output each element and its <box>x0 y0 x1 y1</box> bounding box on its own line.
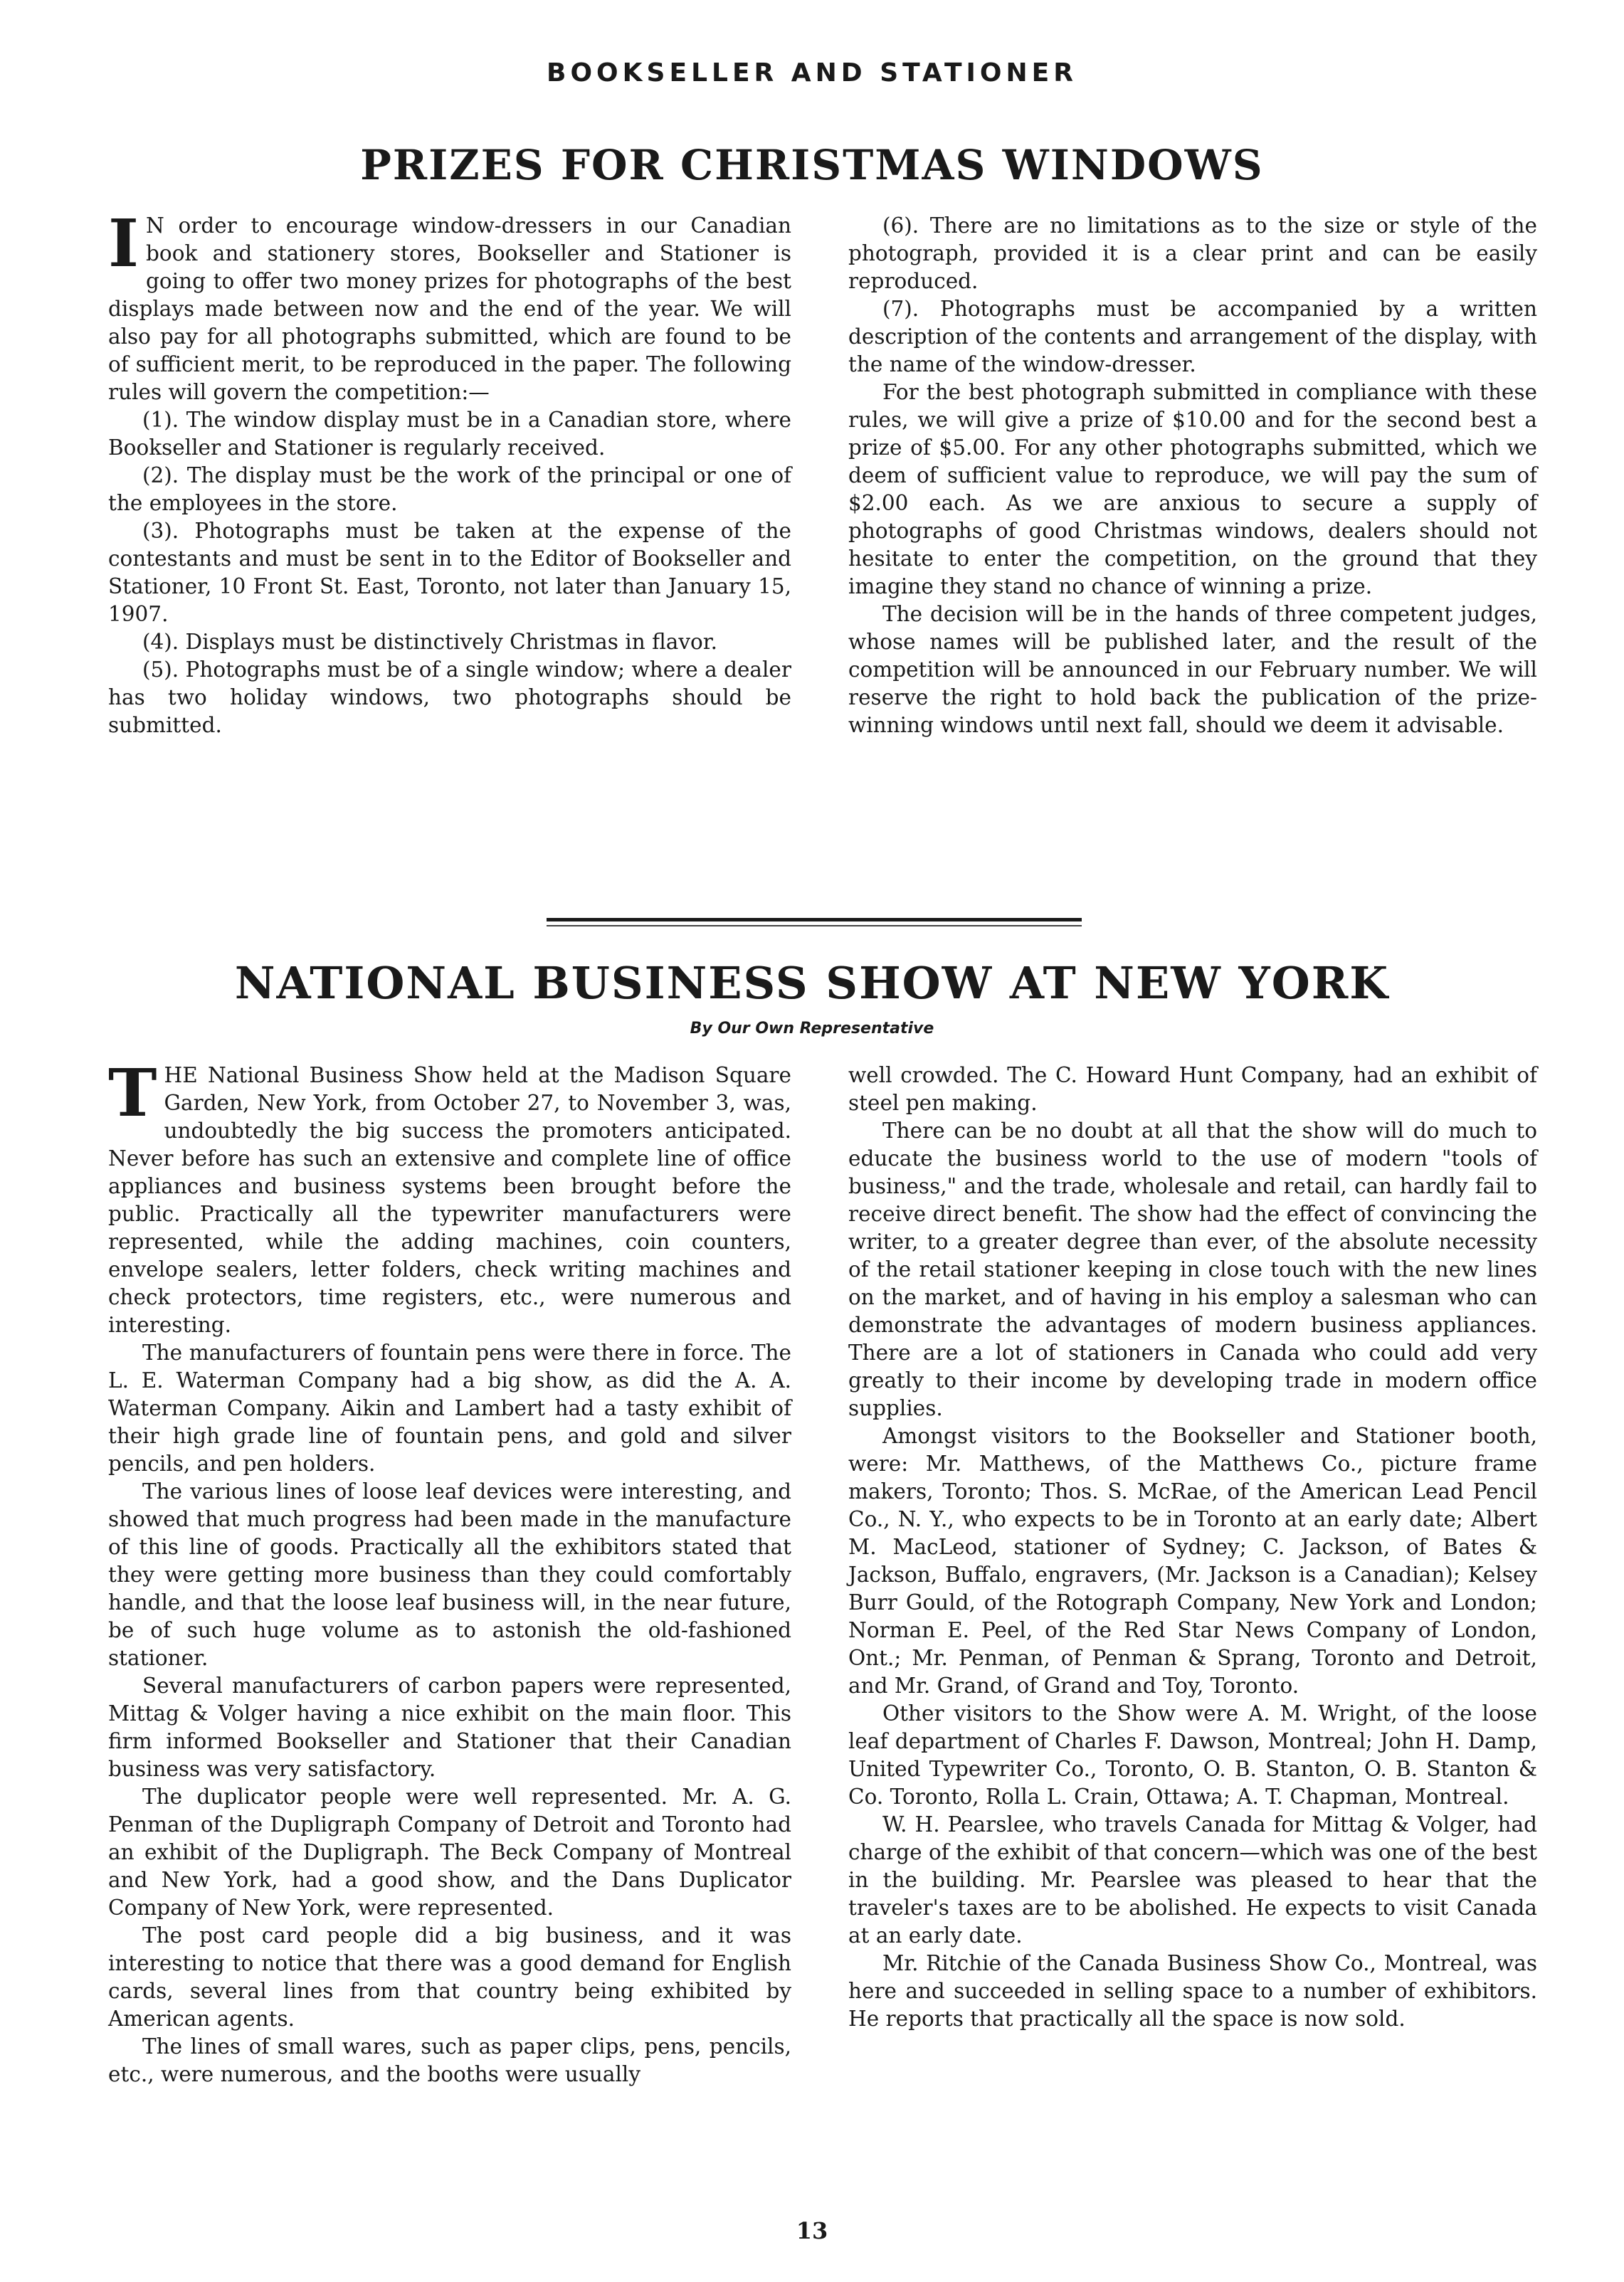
paragraph: The various lines of loose leaf devices were interesting, and showed that much progress had been made in the manufacture of this line of goods. Practically all the exhibitors stated that they were getting more business than they could comfortably handle, and that the loose leaf business will, in the near future, be of such huge volume as to astonish the old-fashioned stationer. <box>108 1479 791 1670</box>
article1-right-column <box>848 212 1537 739</box>
paragraph: Other visitors to the Show were A. M. Wright, of the loose leaf department of Charles F. Dawson, Montreal; John H. Damp, United Typewriter Co., Toronto, O. B. Stanton, O. B. Stanton & Co. Toronto, Rolla L. Crain, Ottawa; A. T. Chapman, Montreal. <box>848 1701 1537 1809</box>
article2-left-column <box>108 1055 791 2088</box>
article1-left-column <box>108 205 791 739</box>
paragraph: There can be no doubt at all that the show will do much to educate the business world to the use of modern "tools of business," and the trade, wholesale and retail, can hardly fail to receive direct benefit. The show had the effect of convincing the writer, to a greater degree than ever, of the absolute necessity of the retail stationer keeping in close touch with the new lines on the market, and of having in his employ a salesman who can demonstrate the advantages of modern business appliances. There are a lot of stationers in Canada who could add very greatly to their income by developing trade in modern office supplies. <box>848 1119 1537 1420</box>
page-number: 13 <box>796 2217 828 2244</box>
paragraph: For the best photograph submitted in compliance with these rules, we will give a prize of $10.00 and for the second best a prize of $5.00. For any other photographs submitted, which we deem of sufficient value to reproduce, we will pay the sum of $2.00 each. As we are anxious to secure a supply of photographs of good Christmas windows, dealers should not hesitate to enter the competition, on the ground that they imagine they stand no chance of winning a prize. <box>848 380 1537 598</box>
paragraph: (5). Photographs must be of a single window; where a dealer has two holiday windows, two photographs should be submitted. <box>108 657 791 737</box>
paragraph: W. H. Pearslee, who travels Canada for Mittag & Volger, had charge of the exhibit of that concern—which was one of the best in the building. Mr. Pearslee was pleased to hear that the traveler's taxes are to be abolished. He expects to visit Canada at an early date. <box>848 1812 1537 1948</box>
paragraph: (4). Displays must be distinctively Christmas in flavor. <box>142 630 717 654</box>
paragraph: THE National Business Show held at the Madison Square Garden, New York, from October 27, to November 3, was, undoubtedly the big success the promoters anticipated. Never before has such an extensive and complete line of office appliances and business systems been brought before the public. Practically all the typewriter manufacturers were represented, while the adding machines, coin counters, envelope sealers, letter folders, check writing machines and check protectors, time registers, etc., were numerous and interesting. <box>108 1055 791 1337</box>
section-divider-thin <box>547 925 1082 926</box>
paragraph: The duplicator people were well represented. Mr. A. G. Penman of the Dupligraph Company of Detroit and Toronto had an exhibit of the Dupligraph. The Beck Company of Montreal and New York, had a good show, and the Dans Duplicator Company of New York, were represented. <box>108 1785 791 1920</box>
paragraph: (1). The window display must be in a Canadian store, where Bookseller and Stationer is regularly received. <box>108 408 791 460</box>
masthead: BOOKSELLER AND STATIONER <box>547 58 1077 88</box>
section-divider <box>547 918 1082 921</box>
article2-right-column <box>848 1062 1537 2033</box>
paragraph: Mr. Ritchie of the Canada Business Show Co., Montreal, was here and succeeded in selling space to a number of exhibitors. He reports that practically all the space is now sold. <box>848 1951 1537 2031</box>
paragraph: (7). Photographs must be accompanied by a written description of the contents and arrangement of the display, with the name of the window-dresser. <box>848 297 1537 376</box>
paragraph: well crowded. The C. Howard Hunt Company, had an exhibit of steel pen making. <box>848 1063 1537 1115</box>
paragraph: Several manufacturers of carbon papers were represented, Mittag & Volger having a nice exhibit on the main floor. This firm informed Bookseller and Stationer that their Canadian business was very satisfactory. <box>108 1674 791 1781</box>
paragraph: (2). The display must be the work of the principal or one of the employees in the store. <box>108 463 791 515</box>
paragraph: The post card people did a big business, and it was interesting to notice that there was a good demand for English cards, several lines from that country being exhibited by American agents. <box>108 1923 791 2031</box>
paragraph: The decision will be in the hands of three competent judges, whose names will be published later, and the result of the competition will be announced in our February number. We will reserve the right to hold back the publication of the prize-winning windows until next fall, should we deem it advisable. <box>848 602 1537 737</box>
paragraph: The manufacturers of fountain pens were there in force. The L. E. Waterman Company had a big show, as did the A. A. Waterman Company. Aikin and Lambert had a tasty exhibit of their high grade line of fountain pens, and gold and silver pencils, and pen holders. <box>108 1341 791 1476</box>
paragraph: Amongst visitors to the Bookseller and Stationer booth, were: Mr. Matthews, of the Matthews Co., picture frame makers, Toronto; Thos. S. McRae, of the American Lead Pencil Co., N. Y., who expects to be in Toronto at an early date; Albert M. MacLeod, stationer of Sydney; C. Jackson, of Bates & Jackson, Buffalo, engravers, (Mr. Jackson is a Canadian); Kelsey Burr Gould, of the Rotograph Company, New York and London; Norman E. Peel, of the Red Star News Company of London, Ont.; Mr. Penman, of Penman & Sprang, Toronto and Detroit, and Mr. Grand, of Grand and Toy, Toronto. <box>848 1424 1537 1698</box>
paragraph: (6). There are no limitations as to the size or style of the photograph, provided it is a clear print and can be easily reproduced. <box>848 213 1537 293</box>
paragraph: (3). Photographs must be taken at the expense of the contestants and must be sent in to the Editor of Bookseller and Stationer, 10 Front St. East, Toronto, not later than January 15, 1907. <box>108 519 791 626</box>
paragraph: IN order to encourage window-dressers in our Canadian book and stationery stores, Bookseller and Stationer is going to offer two money prizes for photographs of the best displays made between now and the end of the year. We will also pay for all photographs submitted, which are found to be of sufficient merit, to be reproduced in the paper. The following rules will govern the competition:— <box>108 205 791 404</box>
article2-title: NATIONAL BUSINESS SHOW AT NEW YORK <box>234 957 1390 1009</box>
article2-byline: By Our Own Representative <box>690 1020 934 1037</box>
article1-title: PRIZES FOR CHRISTMAS WINDOWS <box>360 141 1264 189</box>
paragraph: The lines of small wares, such as paper clips, pens, pencils, etc., were numerous, and the booths were usually <box>108 2034 791 2086</box>
